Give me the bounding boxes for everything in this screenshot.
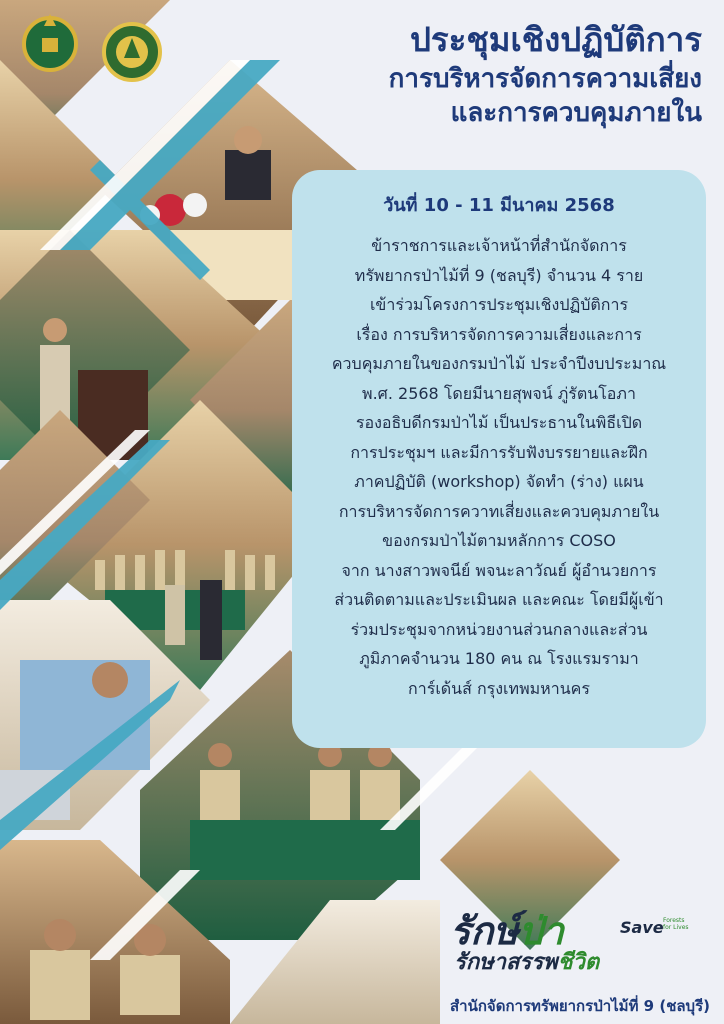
- description-line: ควบคุมภายในของกรมป่าไม้ ประจำปีงบประมาณ: [331, 354, 667, 373]
- slogan-save: Save: [620, 918, 664, 937]
- save-forests-slogan: [450, 900, 690, 980]
- info-card: [292, 170, 706, 748]
- description-line: ภูมิภาคจำนวน 180 คน ณ โรงแรมรามา: [359, 649, 639, 668]
- title-line-3: และการควบคุมภายใน: [450, 98, 702, 128]
- description-line: ข้าราชการและเจ้าหน้าที่สำนักจัดการ: [371, 236, 627, 255]
- event-date: วันที่ 10 - 11 มีนาคม 2568: [383, 195, 615, 216]
- description-line: เรื่อง การบริหารจัดการความเสี่ยงและการ: [356, 324, 642, 344]
- description-line: ส่วนติดตามและประเมินผล และคณะ โดยมีผู้เข้า: [334, 590, 664, 609]
- description-line: ของกรมป่าไม้ตามหลักการ COSO: [382, 531, 616, 550]
- slogan-main-part1: รักษ์: [450, 909, 519, 953]
- description-line: ร่วมประชุมจากหน่วยงานส่วนกลางและส่วน: [350, 619, 648, 639]
- description-line: จาก นางสาวพจนีย์ พจนะลาวัณย์ ผู้อำนวยการ: [341, 560, 657, 580]
- description-line: ทรัพยากรป่าไม้ที่ 9 (ชลบุรี) จำนวน 4 ราย: [354, 265, 644, 285]
- description-line: การบริหารจัดการควาทเสี่ยงและควบคุมภายใน: [338, 501, 660, 521]
- slogan-forests-for-lives: Forests for Lives: [663, 917, 689, 931]
- poster-title: [272, 18, 702, 130]
- title-line-1: ประชุมเชิงปฏิบัติการ: [409, 20, 702, 59]
- royal-forest-dept-seal-icon: [100, 20, 164, 84]
- description-line: การประชุมฯ และมีการรับฟังบรรยายและฝึก: [350, 442, 648, 462]
- slogan-sub: [454, 944, 599, 979]
- description-line: ภาคปฏิบัติ (workshop) จัดทำ (ร่าง) แผน: [354, 472, 644, 491]
- description-line: รองอธิบดีกรมป่าไม้ เป็นประธานในพิธีเปิด: [355, 413, 643, 432]
- description-line: พ.ศ. 2568 โดยมีนายสุพจน์ ภู่รัตนโอภา: [362, 383, 636, 403]
- title-line-2: การบริหารจัดการความเสี่ยง: [388, 64, 702, 94]
- description-text: [306, 231, 692, 703]
- description-line: การ์เด้นส์ กรุงเทพมหานคร: [408, 678, 590, 698]
- description-line: เข้าร่วมโครงการประชุมเชิงปฏิบัติการ: [369, 295, 629, 314]
- slogan-main-part2: ป่า: [518, 909, 564, 953]
- organization-footer: สำนักจัดการทรัพยากรป่าไม้ที่ 9 (ชลบุรี): [450, 997, 710, 1015]
- agency-seal-icon: [18, 10, 82, 74]
- slogan-sub-part2: ชีวิต: [557, 950, 600, 975]
- slogan-sub-part1: รักษาสรรพ: [454, 950, 558, 975]
